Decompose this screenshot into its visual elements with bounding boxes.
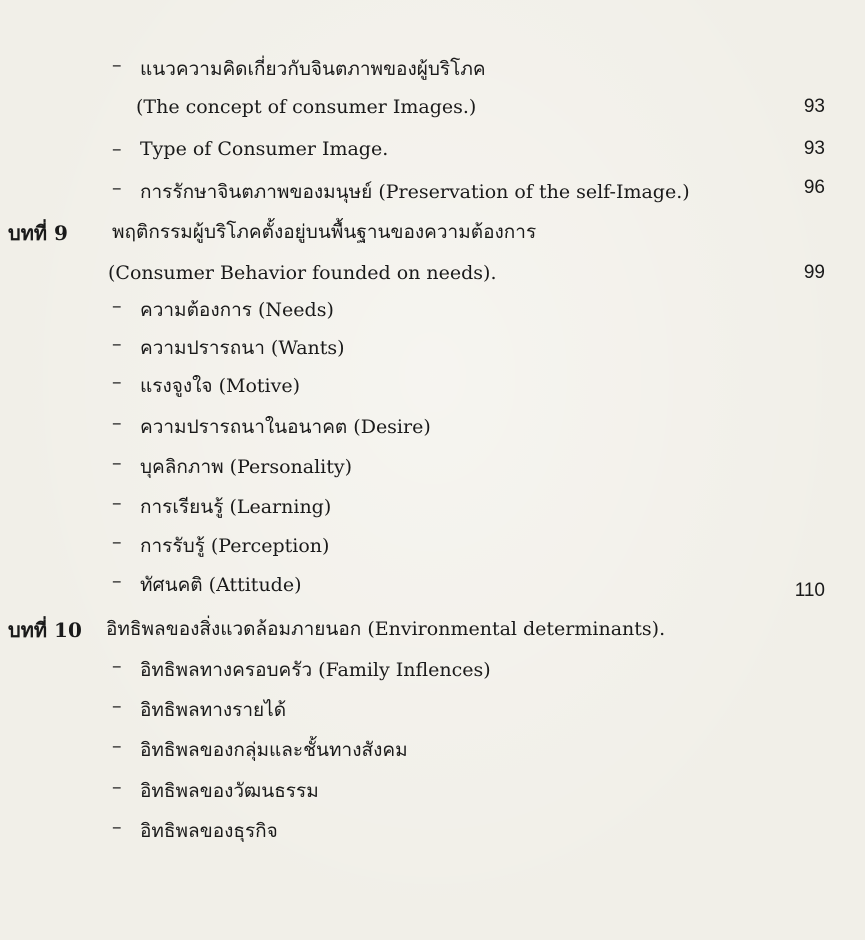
toc-entry-text: แนวความคิดเกี่ยวกับจินตภาพของผู้บริโภค — [140, 58, 486, 80]
page-number: 96 — [803, 177, 825, 198]
bullet-dash: – — [112, 295, 122, 317]
page-number: 99 — [803, 262, 825, 283]
bullet-dash: – — [112, 776, 122, 798]
toc-row — [0, 531, 865, 567]
toc-entry-text: (Consumer Behavior founded on needs). — [108, 262, 497, 284]
bullet-dash: – — [112, 371, 122, 393]
toc-row — [0, 262, 865, 298]
bullet-dash: – — [112, 816, 122, 838]
toc-row — [0, 371, 865, 407]
chapter-title: อิทธิพลของสิ่งแวดล้อมภายนอก (Environmental determinants). — [106, 618, 666, 640]
toc-entry-text: ความปรารถนา (Wants) — [140, 337, 345, 359]
bullet-dash: – — [112, 412, 122, 434]
bullet-dash: – — [112, 655, 122, 677]
toc-row — [0, 735, 865, 771]
toc-entry-text: แรงจูงใจ (Motive) — [140, 375, 300, 397]
page-number: 93 — [803, 96, 825, 117]
chapter-label: บทที่ 10 — [8, 618, 82, 642]
toc-row — [0, 295, 865, 331]
toc-entry-text: ความต้องการ (Needs) — [140, 299, 334, 321]
toc-entry-text: อิทธิพลของวัฒนธรรม — [140, 780, 319, 802]
toc-row — [0, 695, 865, 731]
toc-row — [0, 776, 865, 812]
bullet-dash: – — [112, 570, 122, 592]
toc-row — [0, 492, 865, 528]
toc-entry-text: อิทธิพลของธุรกิจ — [140, 820, 278, 842]
bullet-dash: – — [112, 333, 122, 355]
toc-row — [0, 816, 865, 852]
toc-row — [0, 54, 865, 90]
toc-entry-text: อิทธิพลทางครอบครัว (Family Inflences) — [140, 659, 491, 681]
chapter-title: พฤติกรรมผู้บริโภคตั้งอยู่บนพื้นฐานของความต้องการ — [112, 221, 537, 243]
toc-entry-text: ความปรารถนาในอนาคต (Desire) — [140, 416, 431, 438]
toc-row — [0, 452, 865, 488]
toc-row — [0, 96, 865, 132]
bullet-dash: – — [112, 695, 122, 717]
toc-entry-text: บุคลิกภาพ (Personality) — [140, 456, 353, 478]
toc-row — [0, 138, 865, 174]
bullet-dash: – — [112, 735, 122, 757]
toc-row — [0, 570, 865, 606]
toc-row — [0, 412, 865, 448]
page-number: 93 — [803, 138, 825, 159]
bullet-dash: – — [112, 452, 122, 474]
bullet-dash: – — [112, 531, 122, 553]
toc-entry-text: การเรียนรู้ (Learning) — [140, 496, 332, 518]
toc-entry-text: Type of Consumer Image. — [140, 138, 389, 160]
toc-row — [0, 614, 865, 650]
toc-entry-text: ทัศนคติ (Attitude) — [140, 574, 302, 596]
chapter-label: บทที่ 9 — [8, 221, 68, 245]
toc-entry-text: อิทธิพลทางรายได้ — [140, 699, 287, 721]
page-number: 110 — [794, 580, 825, 601]
toc-row — [0, 333, 865, 369]
toc-row — [0, 655, 865, 691]
toc-entry-text: การรับรู้ (Perception) — [140, 535, 330, 557]
toc-row — [0, 217, 865, 253]
toc-entry-text: อิทธิพลของกลุ่มและชั้นทางสังคม — [140, 739, 408, 761]
bullet-dash: – — [112, 54, 122, 76]
bullet-dash: – — [112, 177, 122, 199]
toc-row — [0, 177, 865, 213]
toc-entry-text: (The concept of consumer Images.) — [136, 96, 477, 118]
toc-entry-text: การรักษาจินตภาพของมนุษย์ (Preservation of the self-Image.) — [140, 181, 690, 203]
bullet-dash: – — [112, 492, 122, 514]
bullet-dash: – — [112, 138, 122, 160]
